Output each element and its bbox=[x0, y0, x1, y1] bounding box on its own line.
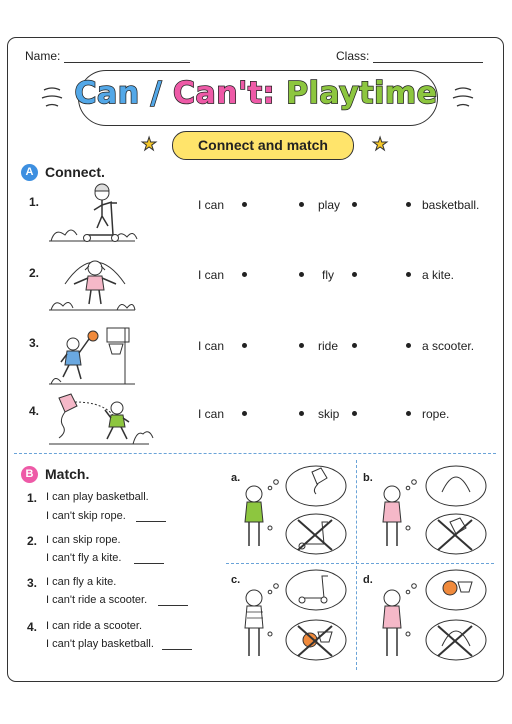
match-line: I can skip rope. bbox=[46, 534, 121, 546]
star-icon: ★ bbox=[141, 134, 158, 154]
subtitle-banner: Connect and match bbox=[172, 131, 354, 160]
star-icon: ★ bbox=[372, 134, 389, 154]
connect-dot[interactable] bbox=[299, 202, 304, 207]
connect-dot[interactable] bbox=[406, 272, 411, 277]
section-a-title: Connect. bbox=[45, 164, 105, 180]
picture-label: a. bbox=[231, 472, 241, 484]
match-line: I can't ride a scooter. bbox=[46, 594, 148, 606]
answer-blank[interactable] bbox=[162, 649, 192, 650]
match-line: I can't play basketball. bbox=[46, 638, 154, 650]
connect-word: I can bbox=[198, 339, 225, 353]
connect-word: skip bbox=[318, 407, 340, 421]
connect-dot[interactable] bbox=[352, 343, 357, 348]
connect-word: I can bbox=[198, 198, 225, 212]
connect-word: basketball. bbox=[422, 198, 480, 212]
picture-grid-divider bbox=[226, 563, 494, 564]
skipping-rope-girl-picture bbox=[45, 252, 140, 314]
picture-grid-divider bbox=[356, 460, 357, 670]
answer-blank[interactable] bbox=[134, 563, 164, 564]
connect-dot[interactable] bbox=[242, 202, 247, 207]
match-line: I can fly a kite. bbox=[46, 576, 117, 588]
picture-d bbox=[366, 566, 494, 666]
connect-dot[interactable] bbox=[299, 343, 304, 348]
connect-word: a scooter. bbox=[422, 339, 475, 353]
connect-word: ride bbox=[318, 339, 339, 353]
connect-word: fly bbox=[322, 268, 334, 282]
match-line: I can play basketball. bbox=[46, 491, 149, 503]
picture-label: c. bbox=[231, 574, 241, 586]
kite-boy-picture bbox=[45, 392, 155, 448]
picture-label: d. bbox=[363, 574, 373, 586]
name-label: Name: bbox=[25, 49, 61, 63]
match-number: 2. bbox=[27, 534, 38, 548]
section-b-title: Match. bbox=[45, 466, 90, 482]
match-number: 4. bbox=[27, 620, 38, 634]
match-line: I can't fly a kite. bbox=[46, 552, 122, 564]
match-number: 3. bbox=[27, 576, 38, 590]
name-field[interactable] bbox=[64, 62, 190, 63]
connect-dot[interactable] bbox=[352, 202, 357, 207]
picture-label: b. bbox=[363, 472, 373, 484]
row-number: 1. bbox=[29, 195, 40, 209]
section-b-badge: B bbox=[21, 466, 38, 483]
scooter-kid-picture bbox=[45, 183, 140, 245]
connect-dot[interactable] bbox=[406, 343, 411, 348]
match-line: I can ride a scooter. bbox=[46, 620, 142, 632]
connect-word: I can bbox=[198, 268, 225, 282]
match-number: 1. bbox=[27, 491, 38, 505]
section-divider bbox=[14, 453, 496, 454]
connect-dot[interactable] bbox=[299, 411, 304, 416]
connect-dot[interactable] bbox=[242, 411, 247, 416]
connect-dot[interactable] bbox=[406, 202, 411, 207]
basketball-boy-picture bbox=[45, 322, 140, 388]
connect-dot[interactable] bbox=[242, 343, 247, 348]
class-field[interactable] bbox=[373, 62, 483, 63]
picture-b bbox=[366, 462, 494, 558]
picture-c bbox=[232, 566, 352, 666]
answer-blank[interactable] bbox=[136, 521, 166, 522]
connect-dot[interactable] bbox=[299, 272, 304, 277]
connect-word: rope. bbox=[422, 407, 450, 421]
match-line: I can't skip rope. bbox=[46, 510, 126, 522]
connect-dot[interactable] bbox=[242, 272, 247, 277]
connect-word: a kite. bbox=[422, 268, 455, 282]
page-title: Can / Can't: Playtime bbox=[74, 76, 438, 111]
connect-dot[interactable] bbox=[352, 411, 357, 416]
answer-blank[interactable] bbox=[158, 605, 188, 606]
connect-word: play bbox=[318, 198, 341, 212]
class-label: Class: bbox=[336, 49, 370, 63]
connect-dot[interactable] bbox=[406, 411, 411, 416]
row-number: 3. bbox=[29, 336, 40, 350]
row-number: 4. bbox=[29, 404, 40, 418]
connect-dot[interactable] bbox=[352, 272, 357, 277]
picture-a bbox=[232, 462, 352, 558]
row-number: 2. bbox=[29, 266, 40, 280]
section-a-badge: A bbox=[21, 164, 38, 181]
connect-word: I can bbox=[198, 407, 225, 421]
